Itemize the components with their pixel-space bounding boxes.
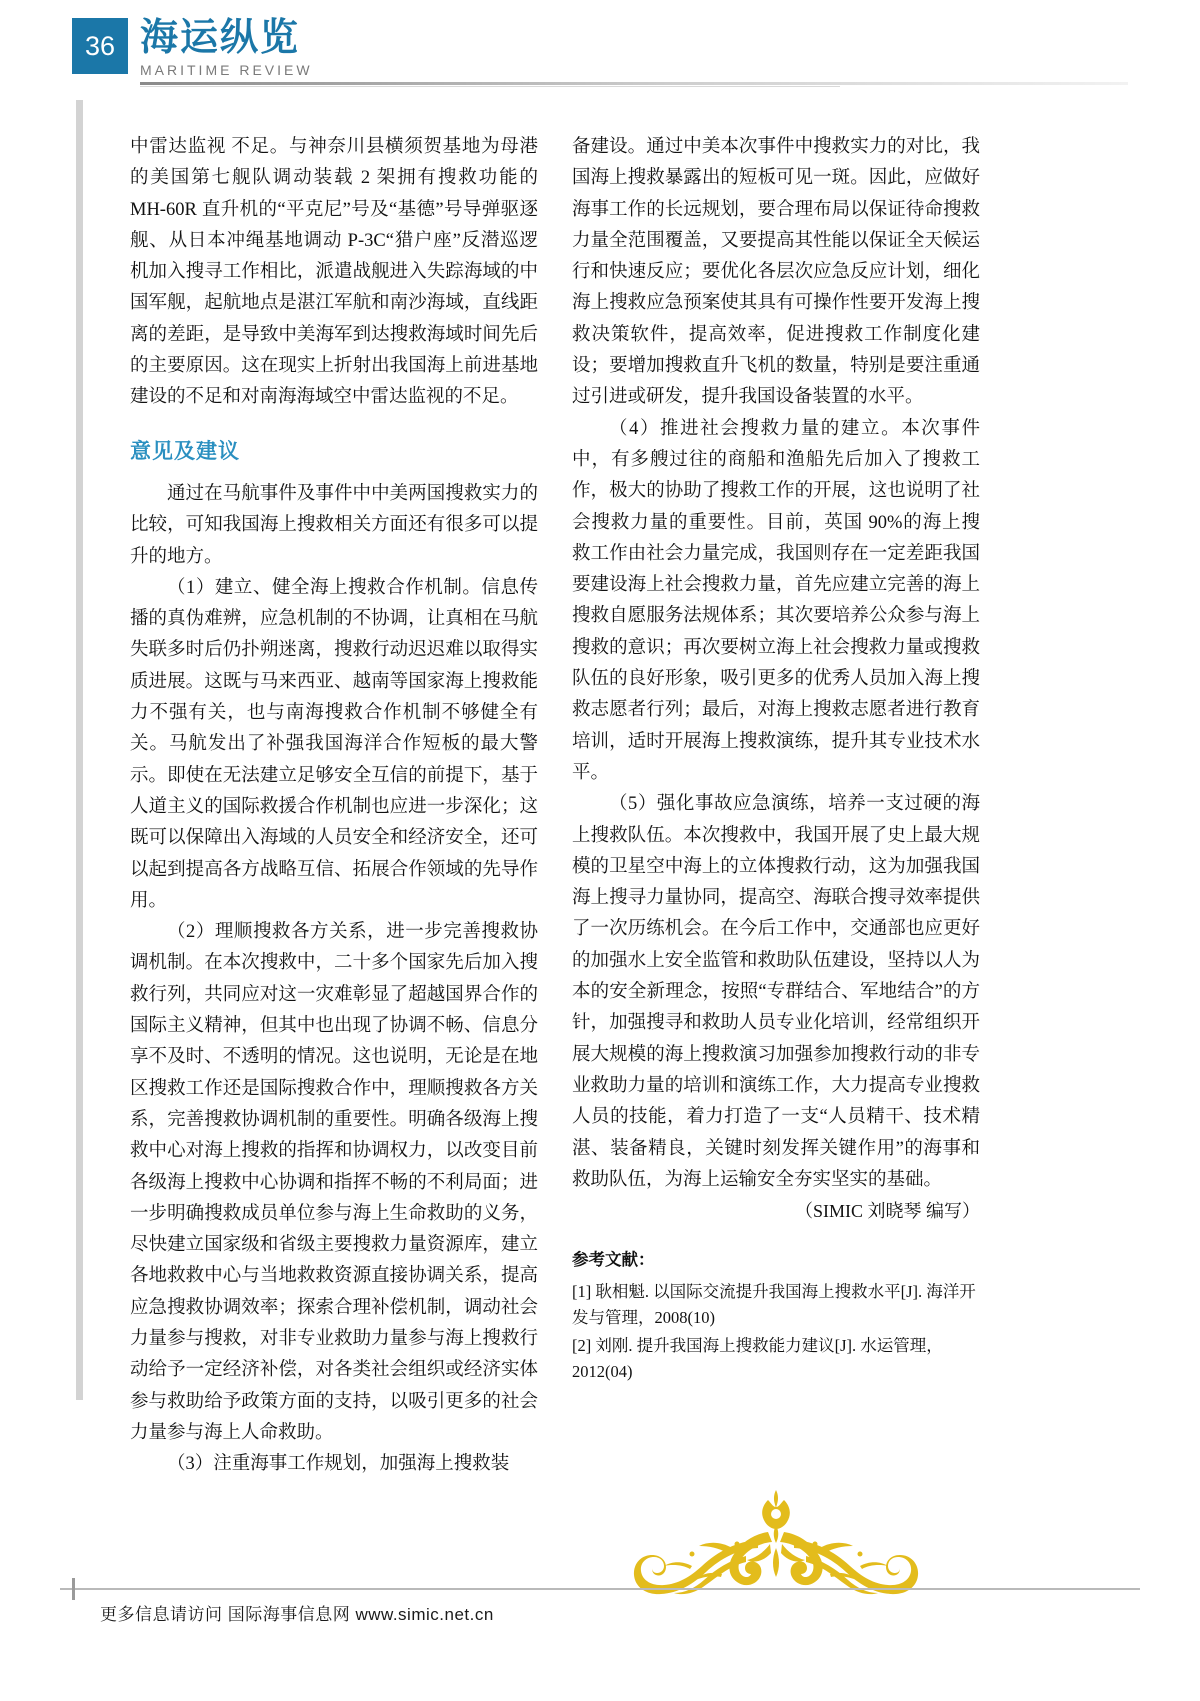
- paragraph: （2）理顺搜救各方关系，进一步完善搜救协调机制。在本次搜救中，二十多个国家先后加入搜救行列，共同应对这一灾难彰显了超越国界合作的国际主义精神，但其中也出现了协调不畅、信息分享不及时、不透明的情况。这也说明，无论是在地区搜救工作还是国际搜救合作中，理顺搜救各方关系，完善搜救协调机制的重要性。明确各级海上搜救中心对海上搜救的指挥和协调权力，以改变目前各级海上搜救中心协调和指挥不畅的不利局面；进一步明确搜救成员单位参与海上生命救助的义务，尽快建立国家级和省级主要搜救力量资源库，建立各地救救中心与当地救救资源直接协调关系，提高应急搜救协调效率；探索合理补偿机制，调动社会力量参与搜救，对非专业救助力量参与海上搜救行动给予一定经济补偿，对各类社会组织或经济实体参与救助给予政策方面的支持，以吸引更多的社会力量参与海上人命救助。: [130, 922, 538, 1443]
- references-title: 参考文献：: [572, 1251, 655, 1270]
- right-column: [572, 132, 980, 1385]
- paragraph-continuation: 中雷达监视 不足。与神奈川县横须贺基地为母港的美国第七舰队调动装载 2 架拥有搜救功能的 MH-60R 直升机的“平克尼”号及“基德”号导弹驱逐舰、从日本冲绳基地调动 P-3C“猎户座”反潜巡逻机加入搜寻工作相比，派遣战舰进入失踪海域的中国军舰，起航地点是湛江军航和南沙海域，直线距离的差距，是导致中美海军到达搜救海域时间先后的主要原因。这在现实上折射出我国海上前进基地建设的不足和对南海海域空中雷达监视的不足。: [130, 137, 538, 408]
- paragraph: 备建设。通过中美本次事件中搜救实力的对比，我国海上搜救暴露出的短板可见一斑。因此，应做好海事工作的长远规划，要合理布局以保证待命搜救力量全范围覆盖，又要提高其性能以保证全天候运行和快速反应；要优化各层次应急反应计划，细化海上搜救应急预案使其具有可操作性要开发海上搜救决策软件，提高效率，促进搜救工作制度化建设；要增加搜救直升飞机的数量，特别是要注重通过引进或研发，提升我国设备装置的水平。: [572, 137, 980, 408]
- paragraph: （5）强化事故应急演练，培养一支过硬的海上搜救队伍。本次搜救中，我国开展了史上最大规模的卫星空中海上的立体搜救行动，这为加强我国海上搜寻力量协同，提高空、海联合搜寻效率提供了一次历练机会。在今后工作中，交通部也应更好的加强水上安全监管和救助队伍建设，坚持以人为本的安全新理念，按照“专群结合、军地结合”的方针，加强搜寻和救助人员专业化培训，经常组织开展大规模的海上搜救演习加强参加搜救行动的非专业救助力量的培训和演练工作，大力提高专业搜救人员的技能，着力打造了一支“人员精干、技术精湛、装备精良，关键时刻发挥关键作用”的海事和救助队伍，为海上运输安全夯实坚实的基础。: [572, 794, 980, 1190]
- section-heading-opinions: 意见及建议: [130, 439, 240, 463]
- page-header: [0, 0, 1200, 100]
- page-number: 36: [72, 18, 128, 74]
- header-divider: [140, 82, 1128, 85]
- footer-tick-mark: [72, 1578, 75, 1600]
- paragraph: （4）推进社会搜救力量的建立。本次事件中，有多艘过往的商船和渔船先后加入了搜救工作，极大的协助了搜救工作的开展，这也说明了社会搜救力量的重要性。目前，英国 90%的海上搜救工作由社会力量完成，我国则存在一定差距我国要建设海上社会搜救力量，首先应建立完善的海上搜救自愿服务法规体系；其次要培养公众参与海上搜救的意识；再次要树立海上社会搜救力量或搜救队伍的良好形象，吸引更多的优秀人员加入海上搜救志愿者行列；最后，对海上搜救志愿者进行教育培训，适时开展海上搜救演练，提升其专业技术水平。: [572, 418, 980, 783]
- left-column: [130, 132, 538, 1480]
- footer-text: 更多信息请访问 国际海事信息网 www.simic.net.cn: [100, 1605, 494, 1624]
- paragraph: 通过在马航事件及事件中中美两国搜救实力的比较，可知我国海上搜救相关方面还有很多可以提升的地方。: [130, 483, 538, 567]
- author-signature: （SIMIC 刘晓琴 编写）: [794, 1201, 980, 1222]
- masthead: [140, 18, 540, 78]
- reference-item: [1] 耿相魁. 以国际交流提升我国海上搜救水平[J]. 海洋开发与管理，2008(10): [572, 1281, 976, 1327]
- paragraph: （1）建立、健全海上搜救合作机制。信息传播的真伪难辨，应急机制的不协调，让真相在马航失联多时后仍扑朔迷离，搜救行动迟迟难以取得实质进展。这既与马来西亚、越南等国家海上搜救能力不强有关，也与南海搜救合作机制不够健全有关。马航发出了补强我国海洋合作短板的最大警示。即使在无法建立足够安全互信的前提下，基于人道主义的国际救援合作机制也应进一步深化；这既可以保障出入海域的人员安全和经济安全，还可以起到提高各方战略互信、拓展合作领域的先导作用。: [130, 577, 538, 911]
- paragraph: （3）注重海事工作规划，加强海上搜救装: [167, 1454, 510, 1475]
- masthead-title-cn: 海运纵览: [140, 17, 301, 59]
- masthead-title-en: MARITIME REVIEW: [140, 61, 313, 78]
- header-divider-secondary: [140, 86, 840, 87]
- footer-divider: [60, 1588, 1140, 1590]
- left-margin-bar: [76, 100, 83, 1400]
- reference-item: [2] 刘刚. 提升我国海上搜救能力建议[J]. 水运管理，2012(04): [572, 1335, 943, 1381]
- decorative-ornament: [572, 1470, 980, 1605]
